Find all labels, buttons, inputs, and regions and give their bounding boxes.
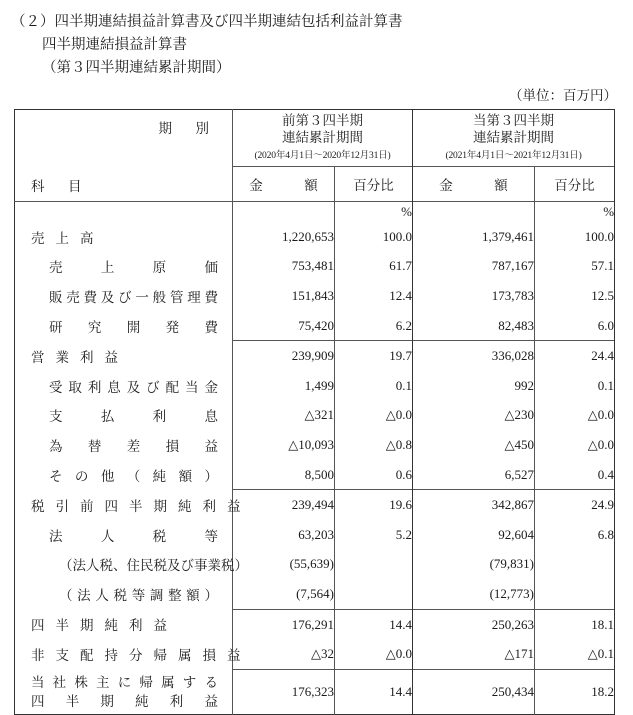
- row-label: 四半期純利益: [31, 618, 178, 634]
- table-row: [15, 371, 615, 401]
- cell-amount-current: △450: [413, 430, 535, 460]
- row-label: 支払利息: [49, 409, 218, 425]
- row-label-cell: [15, 490, 252, 520]
- cell-amount-previous: 176,323: [233, 669, 335, 714]
- cell-amount-current: 92,604: [413, 520, 535, 550]
- table-row: [15, 460, 615, 490]
- income-statement-table: [14, 109, 615, 715]
- cell-amount-previous: △321: [233, 401, 335, 431]
- header-amount-previous: [233, 167, 335, 202]
- cell-amount-current: △230: [413, 401, 535, 431]
- cell-percent-previous: 19.6: [335, 490, 413, 520]
- cell-amount-current: △171: [413, 639, 535, 669]
- cell-amount-current: 6,527: [413, 460, 535, 490]
- heading-line-1: （２）四半期連結損益計算書及び四半期連結包括利益計算書: [11, 14, 403, 30]
- cell-amount-current: 82,483: [413, 311, 535, 341]
- cell-amount-current: 342,867: [413, 490, 535, 520]
- term-header-label: 期 別: [158, 121, 214, 136]
- cell-amount-current: 787,167: [413, 252, 535, 282]
- row-label-cell: [15, 401, 233, 431]
- cell-amount-current: (12,773): [413, 579, 535, 609]
- row-label-cell: [15, 639, 252, 669]
- cell-percent-current: [535, 579, 615, 609]
- row-label-cell: [15, 550, 248, 580]
- row-label: 営業利益: [31, 349, 129, 365]
- row-label-cell: [15, 430, 233, 460]
- period-prev-dates: (2020年4月1日～2020年12月31日): [254, 150, 391, 161]
- row-label-cell: [15, 281, 233, 311]
- period-curr-dates: (2021年4月1日～2021年12月31日): [445, 150, 582, 161]
- cell-amount-current: 1,379,461: [413, 222, 535, 252]
- row-label: その他（純額）: [49, 468, 218, 484]
- cell-percent-current: △0.0: [535, 430, 615, 460]
- cell-percent-current: [535, 550, 615, 580]
- cell-percent-current: 18.1: [535, 609, 615, 639]
- row-label-cell: [15, 579, 233, 609]
- cell-amount-previous: 75,420: [233, 311, 335, 341]
- cell-percent-previous: △0.0: [335, 401, 413, 431]
- row-label-cell: [15, 341, 233, 371]
- percent-symbol-row: [15, 202, 615, 223]
- row-label: （法人税等調整額）: [59, 588, 218, 604]
- percent-symbol-curr: %: [535, 202, 615, 223]
- header-period-previous: [233, 110, 413, 167]
- cell-percent-current: 18.2: [535, 669, 615, 714]
- period-curr-line2: 連結累計期間: [473, 130, 555, 145]
- table-row: [15, 579, 615, 609]
- cell-percent-previous: 6.2: [335, 311, 413, 341]
- row-label-cell: [15, 222, 233, 252]
- cell-percent-current: 0.1: [535, 371, 615, 401]
- row-label-cell: [15, 520, 233, 550]
- period-prev-line2: 連結累計期間: [282, 130, 363, 145]
- unit-note: （単位：百万円）: [509, 88, 617, 103]
- percent-row-amt-curr: [413, 202, 535, 223]
- document-heading: [0, 0, 633, 80]
- cell-percent-previous: △0.8: [335, 430, 413, 460]
- table-row: [15, 609, 615, 639]
- header-period-current: [413, 110, 615, 167]
- row-label: 販売費及び一般管理費: [49, 289, 218, 305]
- cell-percent-previous: 0.1: [335, 371, 413, 401]
- heading-line-3: （第３四半期連結累計期間）: [42, 60, 231, 76]
- row-label: 法人税等: [49, 528, 218, 544]
- cell-amount-previous: (55,639): [233, 550, 335, 580]
- cell-amount-current: 250,434: [413, 669, 535, 714]
- row-label: 売上高: [31, 230, 105, 246]
- table-row: [15, 430, 615, 460]
- period-prev-line1: 前第３四半期: [282, 113, 363, 128]
- cell-amount-previous: 1,499: [233, 371, 335, 401]
- table-row: [15, 311, 615, 341]
- cell-percent-current: 6.8: [535, 520, 615, 550]
- header-term-item-cell: [15, 110, 233, 202]
- table-row: [15, 222, 615, 252]
- cell-percent-current: 24.9: [535, 490, 615, 520]
- row-label: 為替差損益: [49, 438, 218, 454]
- table-row: [15, 550, 615, 580]
- row-label: 非支配持分帰属損益: [31, 648, 252, 664]
- period-curr-line1: 当第３四半期: [473, 113, 555, 128]
- cell-amount-current: (79,831): [413, 550, 535, 580]
- table-row: [15, 401, 615, 431]
- table-row: [15, 490, 615, 520]
- cell-amount-previous: 239,494: [233, 490, 335, 520]
- cell-percent-previous: [335, 550, 413, 580]
- amount-header-prev-text: 金 額: [249, 178, 332, 193]
- cell-percent-previous: 5.2: [335, 520, 413, 550]
- percent-row-spacer: [15, 202, 233, 223]
- cell-amount-previous: △10,093: [233, 430, 335, 460]
- cell-amount-current: 250,263: [413, 609, 535, 639]
- cell-amount-current: 173,783: [413, 281, 535, 311]
- row-label-cell: [15, 311, 233, 341]
- row-label-cell: [15, 669, 233, 714]
- row-label-cell: [15, 252, 233, 282]
- cell-percent-previous: 14.4: [335, 609, 413, 639]
- header-percent-current: 百分比: [535, 167, 615, 202]
- row-label: 受取利息及び配当金: [49, 379, 218, 395]
- item-header-label: 科 目: [31, 179, 87, 194]
- cell-amount-previous: (7,564): [233, 579, 335, 609]
- cell-percent-previous: 12.4: [335, 281, 413, 311]
- row-label: （法人税、住民税及び事業税）: [59, 558, 248, 574]
- table-row: [15, 639, 615, 669]
- cell-amount-previous: 239,909: [233, 341, 335, 371]
- table-row: [15, 281, 615, 311]
- cell-percent-previous: [335, 579, 413, 609]
- cell-amount-previous: 63,203: [233, 520, 335, 550]
- cell-amount-previous: 176,291: [233, 609, 335, 639]
- table-row: [15, 520, 615, 550]
- cell-amount-previous: 151,843: [233, 281, 335, 311]
- table-body: [15, 222, 615, 714]
- percent-row-amt-prev: [233, 202, 335, 223]
- cell-percent-previous: 19.7: [335, 341, 413, 371]
- cell-amount-previous: △32: [233, 639, 335, 669]
- amount-header-curr-text: 金 額: [439, 178, 522, 193]
- cell-percent-current: 57.1: [535, 252, 615, 282]
- cell-percent-current: 0.4: [535, 460, 615, 490]
- cell-percent-current: 24.4: [535, 341, 615, 371]
- income-statement-table-wrap: [14, 109, 614, 715]
- percent-symbol-prev: %: [335, 202, 413, 223]
- cell-percent-previous: 61.7: [335, 252, 413, 282]
- row-label-cell: [15, 609, 233, 639]
- row-label: 売上原価: [49, 260, 218, 276]
- cell-amount-previous: 8,500: [233, 460, 335, 490]
- table-header: [15, 110, 615, 223]
- header-amount-current: [413, 167, 535, 202]
- header-percent-previous: 百分比: [335, 167, 413, 202]
- row-label-cell: [15, 460, 233, 490]
- cell-percent-previous: △0.0: [335, 639, 413, 669]
- cell-amount-previous: 753,481: [233, 252, 335, 282]
- row-label-cell: [15, 371, 233, 401]
- cell-percent-previous: 100.0: [335, 222, 413, 252]
- cell-amount-current: 992: [413, 371, 535, 401]
- cell-percent-current: 6.0: [535, 311, 615, 341]
- cell-amount-current: 336,028: [413, 341, 535, 371]
- cell-percent-current: △0.1: [535, 639, 615, 669]
- row-label: 当社株主に帰属する: [31, 674, 218, 690]
- row-label-second-line: 四半期純利益: [31, 693, 218, 709]
- cell-percent-current: 100.0: [535, 222, 615, 252]
- cell-percent-previous: 14.4: [335, 669, 413, 714]
- cell-amount-previous: 1,220,653: [233, 222, 335, 252]
- cell-percent-current: 12.5: [535, 281, 615, 311]
- heading-line-2: 四半期連結損益計算書: [42, 37, 187, 53]
- row-label: 税引前四半期純利益: [31, 498, 252, 514]
- table-row: [15, 669, 615, 714]
- table-row: [15, 341, 615, 371]
- cell-percent-current: △0.0: [535, 401, 615, 431]
- row-label: 研究開発費: [49, 319, 218, 335]
- cell-percent-previous: 0.6: [335, 460, 413, 490]
- table-row: [15, 252, 615, 282]
